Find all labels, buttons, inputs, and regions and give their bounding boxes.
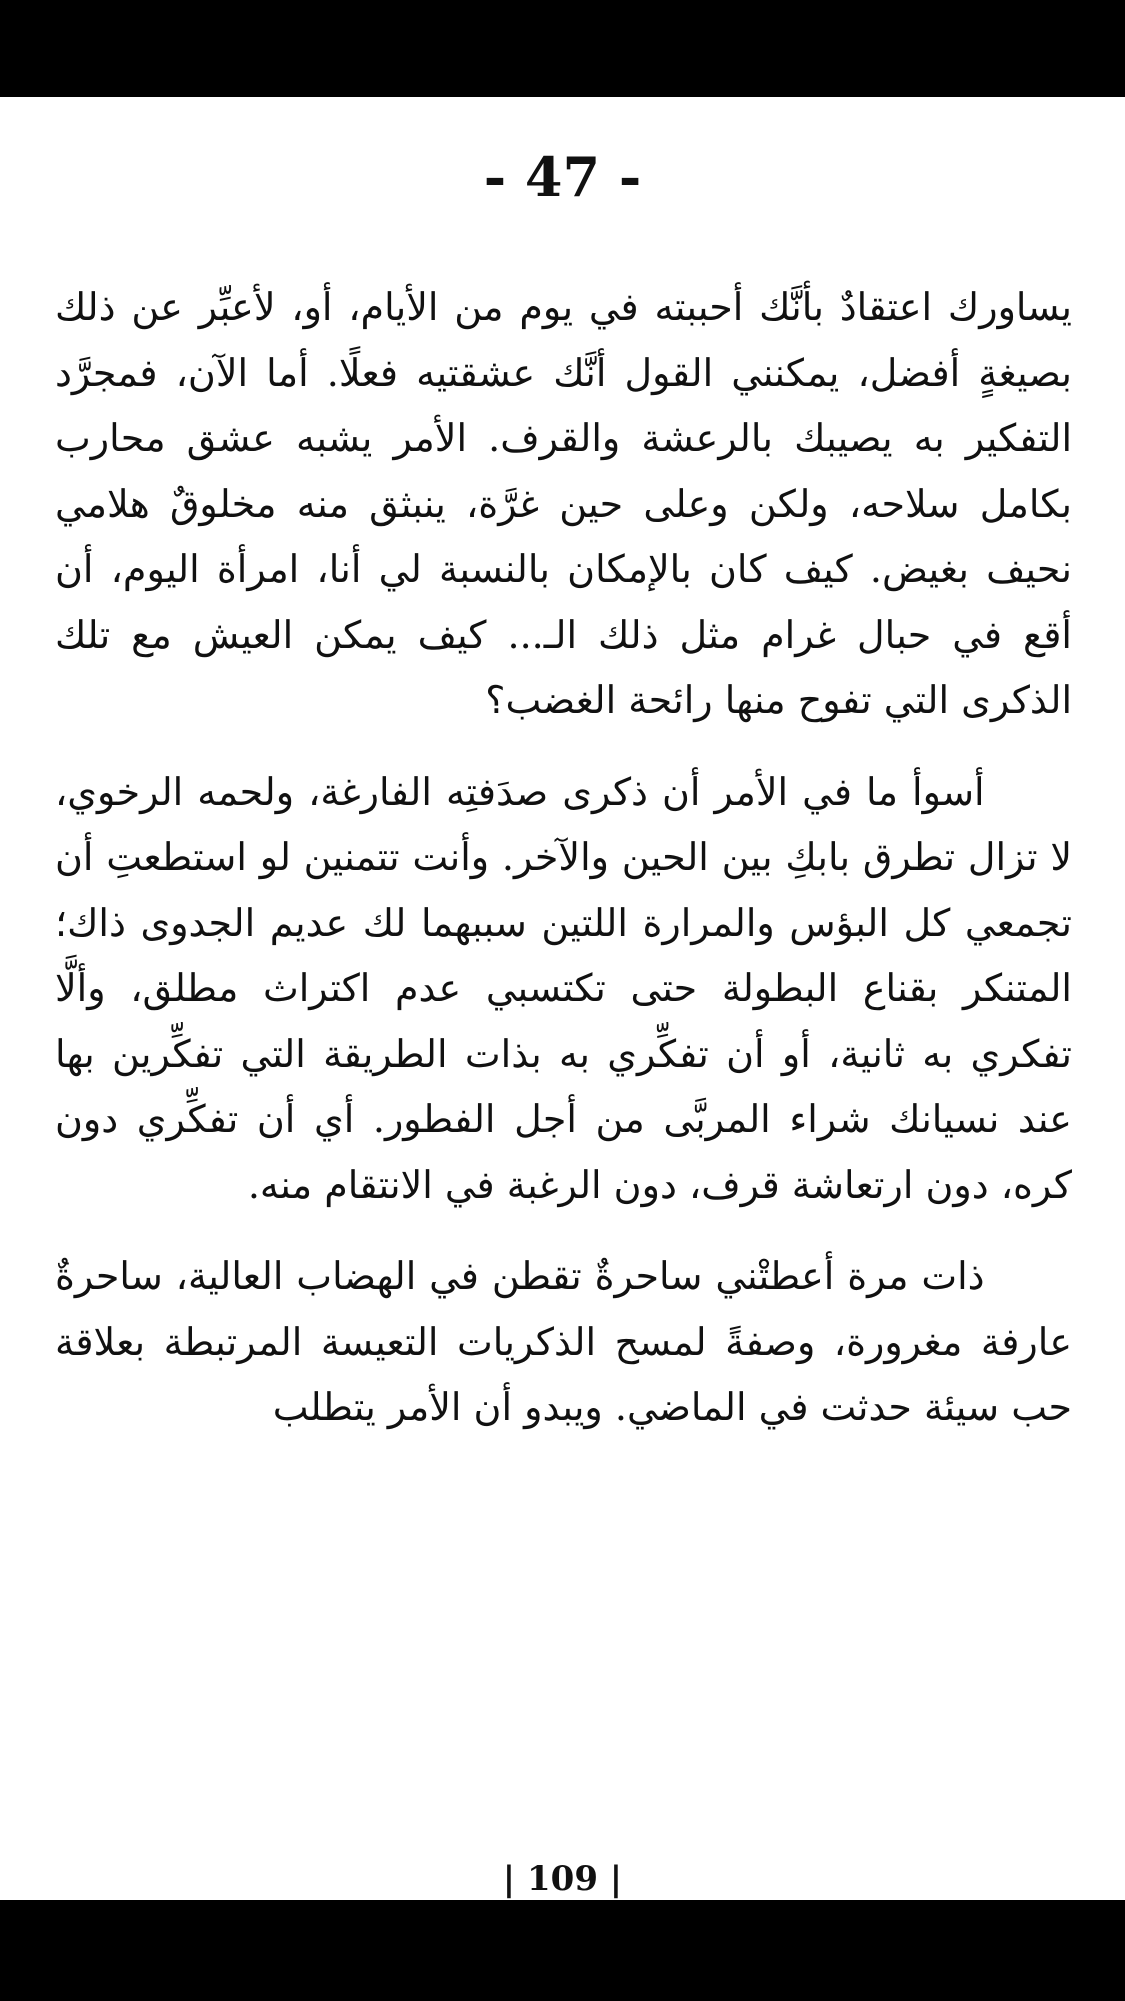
book-page bbox=[0, 97, 1125, 1900]
top-black-bar bbox=[0, 0, 1125, 97]
paragraph-1: يساورك اعتقادٌ بأنَّك أحببته في يوم من الأيام، أو، لأعبِّر عن ذلك بصيغةٍ أفضل، يمكنني القول أنَّك عشقتيه فعلًا. أما الآن، فمجرَّد التفكير به يصيبك بالرعشة والقرف. الأمر يشبه عشق محارب بكامل سلاحه، ولكن وعلى حين غرَّة، ينبثق منه مخلوقٌ هلامي نحيف بغيض. كيف كان بالإمكان بالنسبة لي أنا، امرأة اليوم، أن أقع في حبال غرام مثل ذلك الـ... كيف يمكن العيش مع تلك الذكرى التي تفوح منها رائحة الغضب؟ bbox=[55, 285, 1072, 722]
bottom-black-bar bbox=[0, 1900, 1125, 2001]
page-number: | 109 | bbox=[502, 1859, 623, 1899]
chapter-number: - 47 - bbox=[483, 145, 642, 209]
page-body-text bbox=[55, 275, 1072, 1467]
paragraph-2: أسوأ ما في الأمر أن ذكرى صدَفتِه الفارغة، ولحمه الرخوي، لا تزال تطرق بابكِ بين الحين والآخر. وأنت تتمنين لو استطعتِ أن تجمعي كل البؤس والمرارة اللتين سببهما لك عديم الجدوى ذاك؛ المتنكر بقناع البطولة حتى تكتسبي عدم اكتراث مطلق، وألَّا تفكري به ثانية، أو أن تفكِّري به بذات الطريقة التي تفكِّرين بها عند نسيانك شراء المربَّى من أجل الفطور. أي أن تفكِّري دون كره، دون ارتعاشة قرف، دون الرغبة في الانتقام منه. bbox=[55, 769, 1072, 1207]
paragraph-3: ذات مرة أعطتْني ساحرةٌ تقطن في الهضاب العالية، ساحرةٌ عارفة مغرورة، وصفةً لمسح الذكريات التعيسة المرتبطة بعلاقة حب سيئة حدثت في الماضي. ويبدو أن الأمر يتطلب bbox=[55, 1254, 1072, 1429]
